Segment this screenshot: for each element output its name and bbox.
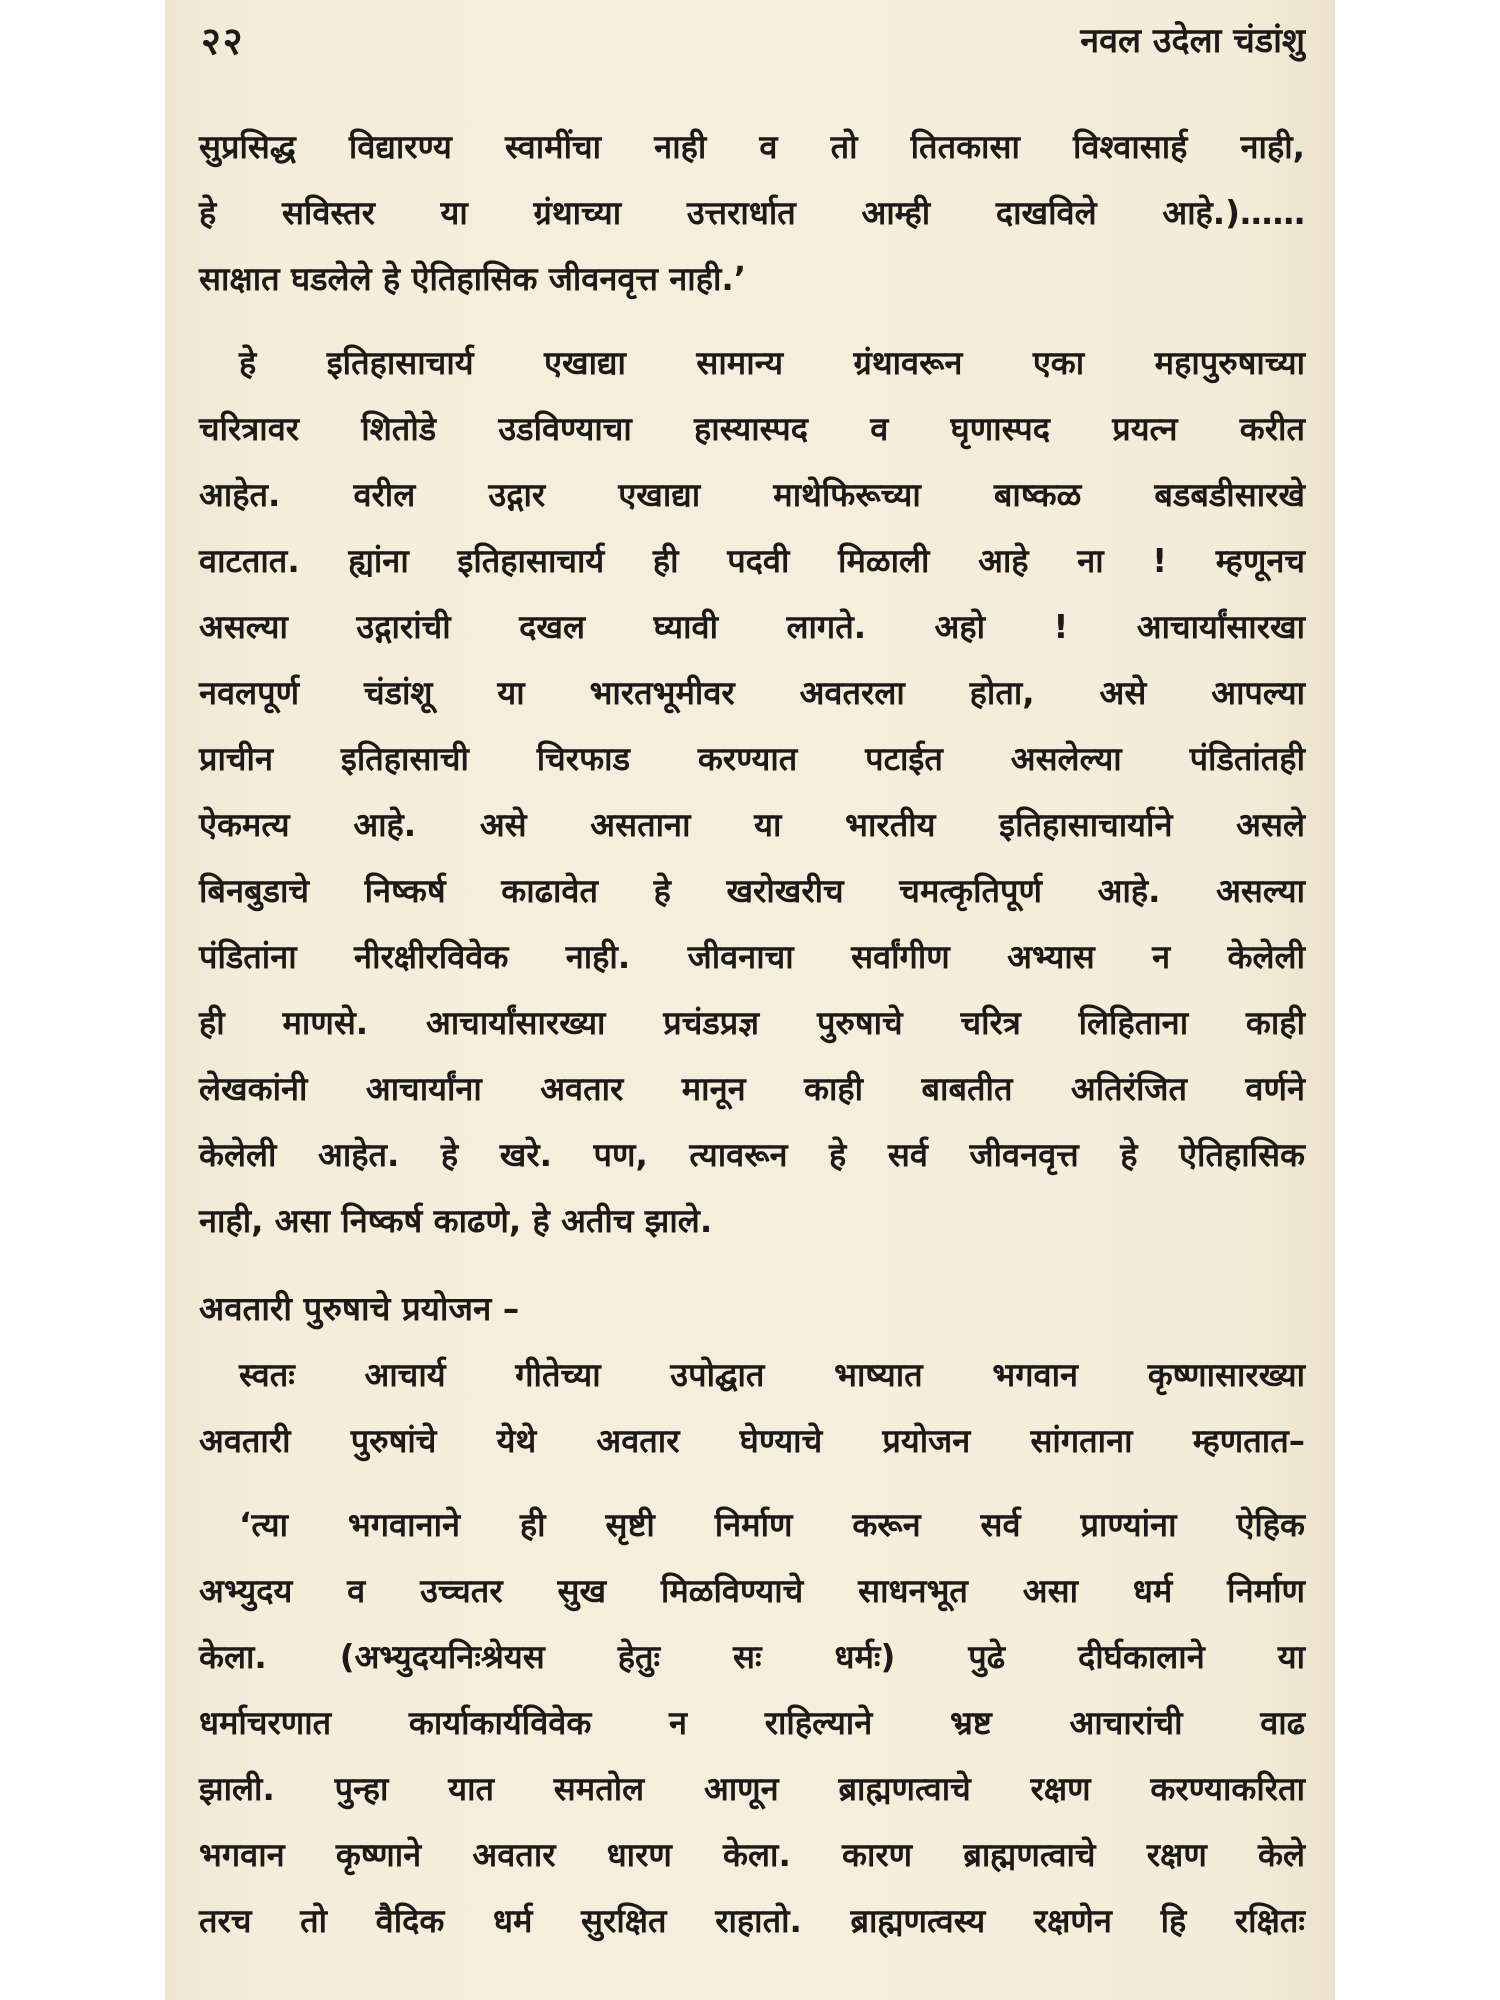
text-line: ‘त्या भगवानाने ही सृष्टी निर्माण करून सर्व प्राण्यांना ऐहिक — [239, 1506, 1305, 1544]
text-line: सुप्रसिद्ध विद्यारण्य स्वामींचा नाही व तो तितकासा विश्वासार्ह नाही, — [199, 128, 1305, 166]
text-line: भगवान कृष्णाने अवतार धारण केला. कारण ब्राह्मणत्वाचे रक्षण केले — [199, 1836, 1305, 1874]
text-line: तरच तो वैदिक धर्म सुरक्षित राहातो. ब्राह्मणत्वस्य रक्षणेन हि रक्षितः — [199, 1902, 1305, 1940]
text-line: स्वतः आचार्य गीतेच्या उपोद्घात भाष्यात भगवान कृष्णासारख्या — [239, 1356, 1305, 1394]
text-line: ही माणसे. आचार्यांसारख्या प्रचंडप्रज्ञ पुरुषाचे चरित्र लिहिताना काही — [199, 1004, 1305, 1042]
text-line: केलेली आहेत. हे खरे. पण, त्यावरून हे सर्व जीवनवृत्त हे ऐतिहासिक — [199, 1136, 1305, 1174]
paragraph-gita-quote — [199, 1492, 1305, 1954]
body-text — [199, 114, 1305, 1954]
text-line: लेखकांनी आचार्यांना अवतार मानून काही बाबतीत अतिरंजित वर्णने — [199, 1070, 1305, 1108]
text-line: प्राचीन इतिहासाची चिरफाड करण्यात पटाईत असलेल्या पंडितांतही — [199, 740, 1305, 778]
text-line: बिनबुडाचे निष्कर्ष काढावेत हे खरोखरीच चमत्कृतिपूर्ण आहे. असल्या — [199, 872, 1305, 910]
page-header — [199, 0, 1305, 78]
page-number: २२ — [201, 19, 245, 63]
paragraph-quote-end — [199, 114, 1305, 312]
book-page — [165, 0, 1335, 2000]
text-line: हे सविस्तर या ग्रंथाच्या उत्तरार्धात आम्ही दाखविले आहे.)…… — [199, 194, 1305, 232]
text-line: नाही, असा निष्कर्ष काढणे, हे अतीच झाले. — [199, 1202, 713, 1240]
text-line: धर्माचरणात कार्याकार्यविवेक न राहिल्याने भ्रष्ट आचारांची वाढ — [199, 1704, 1305, 1742]
text-line: असल्या उद्गारांची दखल घ्यावी लागते. अहो ! आचार्यांसारखा — [199, 608, 1305, 646]
running-title: नवल उदेला चंडांशु — [1080, 21, 1305, 61]
paragraph-gita-intro — [199, 1342, 1305, 1474]
text-line: साक्षात घडलेले हे ऐतिहासिक जीवनवृत्त नाही.’ — [199, 260, 747, 298]
text-line: चरित्रावर शितोडे उडविण्याचा हास्यास्पद व घृणास्पद प्रयत्न करीत — [199, 410, 1305, 448]
text-line: झाली. पुन्हा यात समतोल आणून ब्राह्मणत्वाचे रक्षण करण्याकरिता — [199, 1770, 1305, 1808]
text-line: अभ्युदय व उच्चतर सुख मिळविण्याचे साधनभूत असा धर्म निर्माण — [199, 1572, 1305, 1610]
text-line: केला. (अभ्युदयनिःश्रेयस हेतुः सः धर्मः) पुढे दीर्घकालाने या — [199, 1638, 1305, 1676]
text-line: पंडितांना नीरक्षीरविवेक नाही. जीवनाचा सर्वांगीण अभ्यास न केलेली — [199, 938, 1305, 976]
section-heading: अवतारी पुरुषाचे प्रयोजन – — [199, 1289, 520, 1328]
text-line: वाटतात. ह्यांना इतिहासाचार्य ही पदवी मिळाली आहे ना ! म्हणूनच — [199, 542, 1305, 580]
paragraph-critique — [199, 330, 1305, 1254]
text-line: हे इतिहासाचार्य एखाद्या सामान्य ग्रंथावरून एका महापुरुषाच्या — [239, 344, 1305, 382]
text-line: आहेत. वरील उद्गार एखाद्या माथेफिरूच्या बाष्कळ बडबडीसारखे — [199, 476, 1305, 514]
text-line: नवलपूर्ण चंडांशू या भारतभूमीवर अवतरला होता, असे आपल्या — [199, 674, 1305, 712]
text-line: अवतारी पुरुषांचे येथे अवतार घेण्याचे प्रयोजन सांगताना म्हणतात– — [199, 1422, 1305, 1460]
text-line: ऐकमत्य आहे. असे असताना या भारतीय इतिहासाचार्याने असले — [199, 806, 1305, 844]
